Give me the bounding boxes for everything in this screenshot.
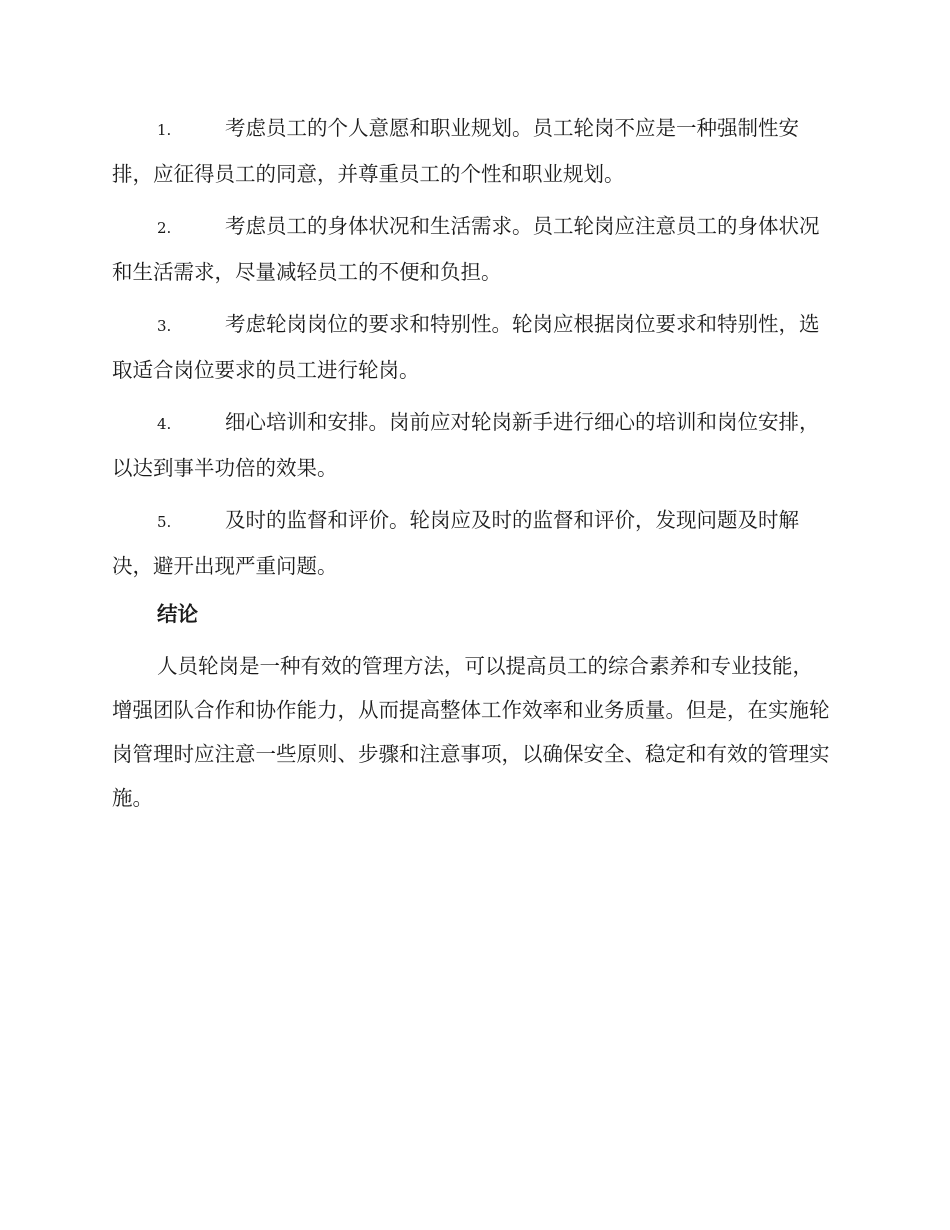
list-item-number: 2. (157, 219, 172, 237)
list-item (112, 204, 832, 294)
list-item-text: 考虑轮岗岗位的要求和特别性。轮岗应根据岗位要求和特别性，选取适合岗位要求的员工进行轮岗。 (112, 312, 820, 382)
list-item (112, 400, 832, 490)
list-item (112, 498, 832, 588)
numbered-list (112, 106, 832, 596)
list-item-number: 4. (157, 415, 172, 433)
list-item-text: 及时的监督和评价。轮岗应及时的监督和评价，发现问题及时解决，避开出现严重问题。 (112, 508, 799, 578)
list-item-number: 1. (157, 121, 172, 139)
list-item (112, 302, 832, 392)
list-item (112, 106, 832, 196)
list-item-number: 5. (157, 513, 172, 531)
list-item-text: 考虑员工的个人意愿和职业规划。员工轮岗不应是一种强制性安排，应征得员工的同意，并尊重员工的个性和职业规划。 (112, 116, 799, 186)
list-item-number: 3. (157, 317, 172, 335)
list-item-text: 考虑员工的身体状况和生活需求。员工轮岗应注意员工的身体状况和生活需求，尽量减轻员工的不便和负担。 (112, 214, 820, 284)
section-heading: 结论 (157, 602, 198, 626)
conclusion-paragraph: 人员轮岗是一种有效的管理方法，可以提高员工的综合素养和专业技能，增强团队合作和协作能力，从而提高整体工作效率和业务质量。但是，在实施轮岗管理时应注意一些原则、步骤和注意事项，以确保安全、稳定和有效的管理实施。 (112, 654, 830, 810)
list-item-text: 细心培训和安排。岗前应对轮岗新手进行细心的培训和岗位安排，以达到事半功倍的效果。 (112, 410, 820, 480)
